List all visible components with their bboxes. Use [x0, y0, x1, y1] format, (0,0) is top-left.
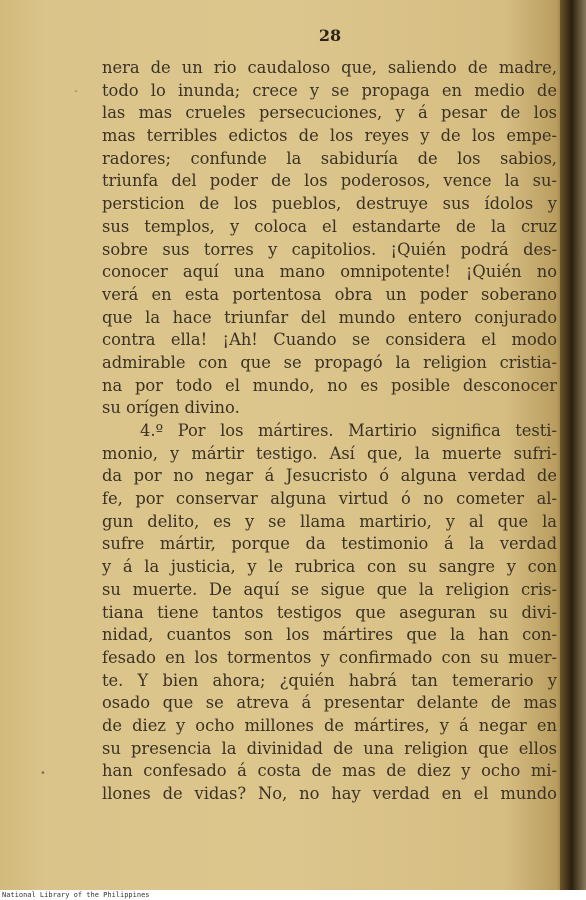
text-line: conocer aquí una mano omnipotente! ¡Quién no — [102, 262, 557, 282]
text-line: te. Y bien ahora; ¿quién habrá tan temerario y — [102, 670, 557, 690]
text-line: fesado en los tormentos y confirmado con su muer- — [102, 647, 557, 667]
text-line: 4.º Por los mártires. Martirio significa testi- — [140, 421, 557, 440]
text-line: fe, por conservar alguna virtud ó no cometer al- — [102, 489, 557, 509]
text-line: llones de vidas? No, no hay verdad en el mundo — [102, 784, 557, 803]
text-line: persticion de los pueblos, destruye sus ídolos y — [102, 194, 557, 214]
text-line: sobre sus torres y capitolios. ¡Quién podrá des- — [102, 239, 557, 259]
body-text — [102, 57, 557, 806]
text-line: contra ella! ¡Ah! Cuando se considera el modo — [102, 330, 557, 350]
text-line: da por no negar á Jesucristo ó alguna verdad de — [102, 466, 557, 486]
page-number: 28 — [318, 26, 342, 45]
text-line: nidad, cuantos son los mártires que la han con- — [102, 625, 557, 645]
text-line: triunfa del poder de los poderosos, vence la su- — [102, 171, 557, 191]
text-line: han confesado á costa de mas de diez y ocho mi- — [102, 761, 557, 781]
margin-mark: - — [74, 86, 78, 97]
text-line: su muerte. De aquí se sigue que la religion cris- — [102, 579, 557, 599]
text-line: sufre mártir, porque da testimonio á la verdad — [102, 534, 557, 554]
library-credit: National Library of the Philippines — [2, 891, 150, 899]
text-line: osado que se atreva á presentar delante de mas — [102, 693, 557, 713]
margin-dot: • — [40, 768, 46, 779]
text-line: nera de un rio caudaloso que, saliendo de madre, — [102, 58, 557, 77]
text-line: admirable con que se propagó la religion cristia- — [102, 352, 557, 372]
text-line: su orígen divino. — [102, 398, 240, 418]
text-line: mas terribles edictos de los reyes y de los empe- — [102, 126, 557, 146]
text-line: todo lo inunda; crece y se propaga en medio de — [102, 80, 557, 100]
text-line: gun delito, es y se llama martirio, y al que la — [102, 511, 557, 531]
text-line: radores; confunde la sabiduría de los sabios, — [102, 148, 557, 168]
text-line: las mas crueles persecuciones, y á pesar de los — [102, 103, 557, 123]
text-line: tiana tiene tantos testigos que aseguran su divi- — [102, 602, 557, 622]
text-line: sus templos, y coloca el estandarte de la cruz — [102, 216, 557, 236]
text-line: verá en esta portentosa obra un poder soberano — [102, 284, 557, 304]
text-line: que la hace triunfar del mundo entero conjurado — [102, 307, 557, 327]
page-edge-shadow — [560, 0, 586, 890]
text-line: de diez y ocho millones de mártires, y á negar en — [102, 715, 557, 735]
text-line: y á la justicia, y le rubrica con su sangre y con — [102, 557, 557, 577]
text-line: monio, y mártir testigo. Así que, la muerte sufri- — [102, 443, 557, 463]
text-line: na por todo el mundo, no es posible desconocer — [102, 375, 557, 395]
text-line: su presencia la divinidad de una religion que ellos — [102, 738, 557, 758]
